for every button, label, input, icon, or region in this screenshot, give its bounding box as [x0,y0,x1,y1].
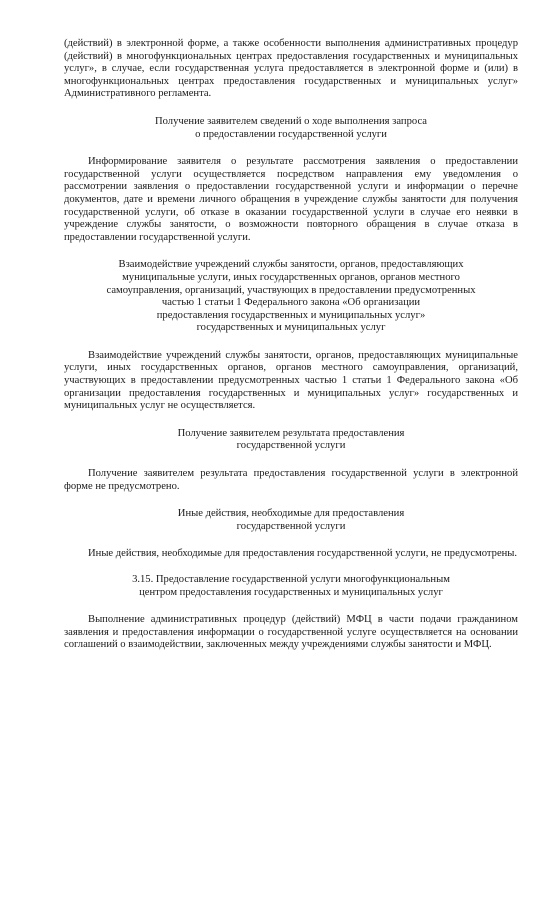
heading-line: самоуправления, организаций, участвующих в предоставлении предусмотренных [106,284,476,296]
paragraph-progress: Информирование заявителя о результате рассмотрения заявления о предоставлении государственной услуги осуществляется посредством направления ему уведомления о рассмотрении заявления о предоставлении государственной услуги и информации о перечне документов, дате и времени личного обращения в учреждение службы занятости для получения государственной услуги, об отказе в оказании государственной услуги в случае его неявки в учреждение службы занятости, о возможности повторного обращения в случае отказа в предоставлении государственной услуги. [64,156,518,243]
heading-line: предоставления государственных и муниципальных услуг» [156,309,426,321]
heading-line: государственной услуги [236,520,346,532]
paragraph-mfc: Выполнение административных процедур (действий) МФЦ в части подачи гражданином заявления и предоставления информации о государственной услуге осуществляется на основании соглашений о взаимодействии, заключенных между учреждениями службы занятости и МФЦ. [64,614,518,651]
paragraph-intro: (действий) в электронной форме, а также особенности выполнения административных процедур (действий) в многофункциональных центрах предоставления государственных и муниципальных услуг», в случае, если государственная услуга предоставляется в электронной форме и (или) в многофункциональных центрах предоставления государственных и муниципальных услуг» Административного регламента. [64,38,518,100]
heading-line: Взаимодействие учреждений службы занятости, органов, предоставляющих [118,259,464,271]
heading-line: частью 1 статьи 1 Федерального закона «Об организации [161,297,421,309]
heading-line: государственных и муниципальных услуг [196,322,386,334]
heading-mfc [64,574,518,599]
heading-line: Получение заявителем сведений о ходе выполнения запроса [154,115,427,127]
paragraph-result: Получение заявителем результата предоставления государственной услуги в электронной форме не предусмотрено. [64,468,518,492]
paragraph-other-actions: Иные действия, необходимые для предоставления государственной услуги, не предусмотрены. [88,548,518,560]
heading-line: муниципальные услуги, иных государственных органов, органов местного [122,271,460,283]
heading-progress [64,116,518,141]
paragraph-interaction: Взаимодействие учреждений службы занятости, органов, предоставляющих муниципальные услуги, иных государственных органов, органов местного самоуправления, организаций, участвующих в предоставлении предусмотренных частью 1 статьи 1 Федерального закона «Об организации предоставления государственных и муниципальных услуг» государственных и муниципальных услуг не осуществляется. [64,349,518,412]
heading-result [64,428,518,453]
heading-line: Иные действия, необходимые для предоставления [177,508,405,520]
heading-line: 3.15. Предоставление государственной услуги многофункциональным [132,574,450,585]
heading-interaction [64,259,518,335]
heading-line: государственной услуги [236,440,346,452]
heading-line: центром предоставления государственных и муниципальных услуг [139,586,443,598]
heading-line: Получение заявителем результата предоставления [177,427,405,439]
heading-line: о предоставлении государственной услуги [195,128,387,140]
heading-other-actions [64,508,518,533]
